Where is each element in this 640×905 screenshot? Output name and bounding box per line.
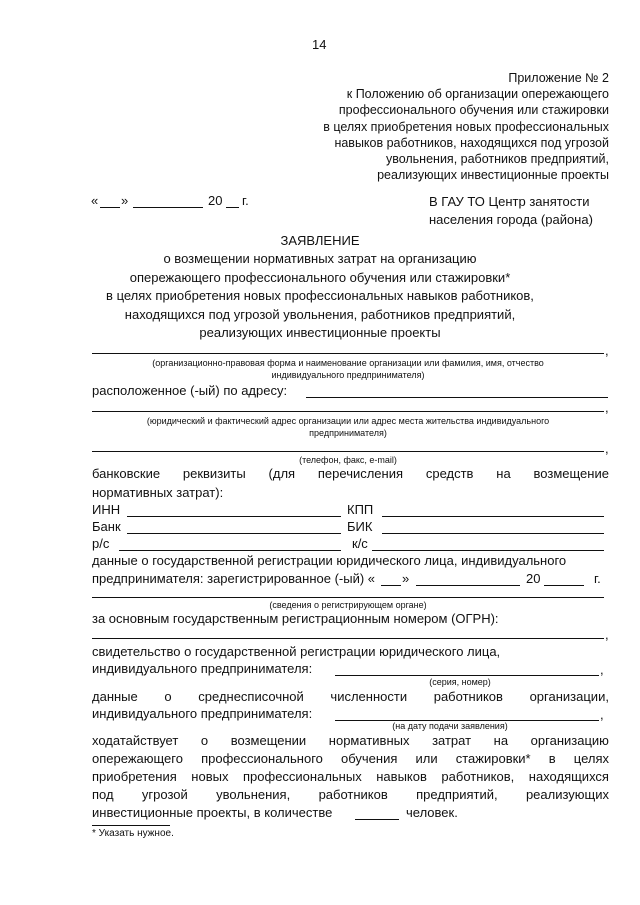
petition-row (92, 733, 609, 748)
reg-close-quote: » (402, 571, 410, 586)
word: перечисления (317, 466, 404, 481)
appendix-line: навыков работников, находящихся под угрозой (334, 135, 609, 150)
addressee-line: В ГАУ ТО Центр занятости (429, 194, 590, 209)
word: работников (433, 689, 503, 704)
ks-label: к/с (352, 536, 368, 551)
bank-field[interactable] (127, 533, 341, 534)
word: реквизиты (182, 466, 246, 481)
word: нормативных (328, 733, 410, 748)
headcount-line-2: индивидуального предпринимателя: (92, 706, 313, 721)
word: опережающего (92, 751, 183, 766)
date-open-quote: « (91, 193, 99, 208)
word: на (496, 466, 511, 481)
bik-field[interactable] (382, 533, 604, 534)
kpp-field[interactable] (382, 516, 604, 517)
footnote: * Указать нужное. (92, 828, 174, 839)
inn-label: ИНН (92, 502, 121, 517)
heading-line: в целях приобретения новых профессиональных навыков работников, (106, 288, 534, 304)
word: приобретения (92, 769, 177, 784)
word: реализующих (525, 787, 609, 802)
word: организацию (530, 733, 609, 748)
petition-row (92, 751, 609, 766)
word: или (415, 751, 438, 766)
heading-line: находящихся под угрозой увольнения, работников предприятий, (124, 306, 516, 322)
document-page: 14 Приложение № 2 к Положению об организации опережающего профессионального обучения или стажировки в целях приобретения новых профессиональных навыков работников, находящихся под угрозой увольнения, работников предприятий, реализующих инвестиционные проекты « » 20 г. В ГАУ ТО Центр занятости населения города (района) ЗАЯВЛЕНИЕ о возмещении нормативных затрат на организацию опережающего профессионального обучения или стажировки* в целях приобретения новых профессиональных навыков работников, находящихся под угрозой увольнения, работников предприятий, реализующих инвестиционные проекты , (организационно-правовая форма и наименование организации или фамилия, имя, отчество индивидуального предпринимателя) расположенное (-ый) по адресу: , (юридический и фактический адрес организации или адрес места жительства индивидуального предпринимателя) , (телефон, факс, e-mail) банковские реквизиты (для перечисления средств на возмещение нормативных затрат): ИНН КПП Банк БИК р/с к/с данные о государственной регистрации юридического лица, индивидуального предпринимателя: зарегистрированное (-ый) « » 20 г. (сведения о регистрирующем органе) за основным государственным регистрационным номером (ОГРН): , свидетельство о государственной регистрации юридического лица, индивидуального предпринимателя: , (серия, номер) данные о среднесписочной численности работников организации, индивидуального предпринимателя: , (на дату подачи заявления) ходатайствует о возмещении нормативных затрат на организацию опережающего профессионального обучения или стажировки* в целях приобретения новых профессиональных навыков работников, находящихся под угрозой увольнения, работников предприятий, реализующих инвестиционные проекты, в количестве человек. * Указать нужное. (0, 0, 640, 905)
ks-field[interactable] (372, 550, 604, 551)
word: банковские (92, 466, 161, 481)
word: на (493, 733, 509, 748)
rs-field[interactable] (119, 550, 341, 551)
heading-line: о возмещении нормативных затрат на организацию (163, 251, 477, 267)
year-prefix: 20 (208, 193, 223, 208)
word: предприятий, (416, 787, 498, 802)
registering-organ-hint: (сведения о регистрирующем органе) (269, 600, 427, 610)
word: новых (191, 769, 229, 784)
word: целях (573, 751, 609, 766)
reg-month-field[interactable] (416, 585, 520, 586)
word: затрат (432, 733, 472, 748)
hint-text: (организационно-правовая форма и наименование организации или фамилия, имя, отчество (152, 358, 544, 368)
word: профессиональных (243, 769, 362, 784)
word: профессионального (201, 751, 323, 766)
page-number: 14 (312, 37, 327, 52)
ogrn-field[interactable] (92, 638, 604, 639)
registration-line-2: предпринимателя: зарегистрированное (-ый) « (92, 571, 376, 586)
appendix-line: профессионального обучения или стажировки (338, 103, 609, 118)
address-field-2[interactable] (92, 411, 604, 412)
word: работников (318, 787, 388, 802)
statement-title: ЗАЯВЛЕНИЕ (280, 233, 360, 248)
bank-details-line-2: нормативных затрат): (92, 485, 224, 500)
word: ходатайствует (92, 733, 179, 748)
appendix-line: в целях приобретения новых профессиональных (323, 119, 609, 134)
date-close-quote: » (121, 193, 129, 208)
addressee-line: населения города (района) (429, 212, 593, 227)
ogrn-label: за основным государственным регистрационным номером (ОГРН): (92, 611, 499, 626)
address-hint (92, 415, 604, 439)
word: обучения (341, 751, 398, 766)
word: численности (330, 689, 408, 704)
word: среднесписочной (198, 689, 304, 704)
word: возмещении (230, 733, 307, 748)
address-label: расположенное (-ый) по адресу: (92, 383, 288, 398)
appendix-line: к Положению об организации опережающего (346, 87, 609, 102)
rs-label: р/с (92, 536, 110, 551)
reg-year-field[interactable] (544, 585, 584, 586)
phone-hint: (телефон, факс, e-mail) (299, 455, 397, 465)
word: угрозой (141, 787, 188, 802)
reg-year-prefix: 20 (526, 571, 541, 586)
word: увольнения, (216, 787, 291, 802)
word: стажировки* (455, 751, 531, 766)
date-hint: (на дату подачи заявления) (392, 721, 508, 731)
word: находящихся (528, 769, 609, 784)
heading-line: реализующих инвестиционные проекты (199, 325, 441, 341)
petition-line-5-suffix: человек. (406, 805, 458, 820)
appendix-line: реализующих инвестиционные проекты (377, 168, 609, 183)
year-blank[interactable] (226, 207, 239, 208)
petition-line-5: инвестиционные проекты, в количестве (92, 805, 333, 820)
registration-line-1: данные о государственной регистрации юридического лица, индивидуального (92, 553, 567, 568)
year-suffix: г. (242, 193, 249, 208)
address-field-1[interactable] (306, 397, 608, 398)
reg-year-suffix: г. (594, 571, 601, 586)
word: в (548, 751, 556, 766)
petition-row (92, 769, 609, 784)
series-hint: (серия, номер) (429, 677, 491, 687)
hint-text: индивидуального предпринимателя) (271, 370, 425, 380)
hint-text: предпринимателя) (309, 428, 387, 438)
bank-label: Банк (92, 519, 121, 534)
petition-row (92, 787, 609, 802)
phone-field[interactable] (92, 451, 604, 452)
appendix-line: увольнения, работников предприятий, (385, 152, 609, 167)
employee-count-field[interactable] (355, 819, 399, 820)
month-blank[interactable] (133, 207, 203, 208)
appendix-title: Приложение № 2 (508, 71, 609, 85)
certificate-field[interactable] (335, 675, 599, 676)
bank-details-line (92, 466, 609, 481)
organization-hint (92, 357, 604, 381)
footnote-divider (92, 825, 170, 826)
word: работников, (441, 769, 515, 784)
hint-text: (юридический и фактический адрес организации или адрес места жительства индивидуального (146, 416, 550, 426)
word: средств (425, 466, 474, 481)
word: под (92, 787, 114, 802)
word: (для (268, 466, 296, 481)
word: возмещение (533, 466, 609, 481)
bik-label: БИК (347, 519, 373, 534)
registering-organ-field[interactable] (92, 597, 604, 598)
organization-name-field[interactable] (92, 353, 604, 354)
addressee (429, 193, 593, 229)
word: о (200, 733, 209, 748)
word: о (164, 689, 172, 704)
inn-field[interactable] (127, 516, 341, 517)
reg-day-field[interactable] (381, 585, 401, 586)
heading-line: опережающего профессионального обучения или стажировки* (129, 269, 511, 285)
headcount-line (92, 689, 609, 704)
word: навыков (376, 769, 427, 784)
word: данные (92, 689, 138, 704)
statement-heading (0, 232, 640, 342)
day-blank[interactable] (100, 207, 120, 208)
appendix-block (323, 70, 609, 183)
kpp-label: КПП (347, 502, 374, 517)
certificate-line-2: индивидуального предпринимателя: (92, 661, 313, 676)
word: организации, (529, 689, 609, 704)
certificate-line-1: свидетельство о государственной регистрации юридического лица, (92, 644, 501, 659)
